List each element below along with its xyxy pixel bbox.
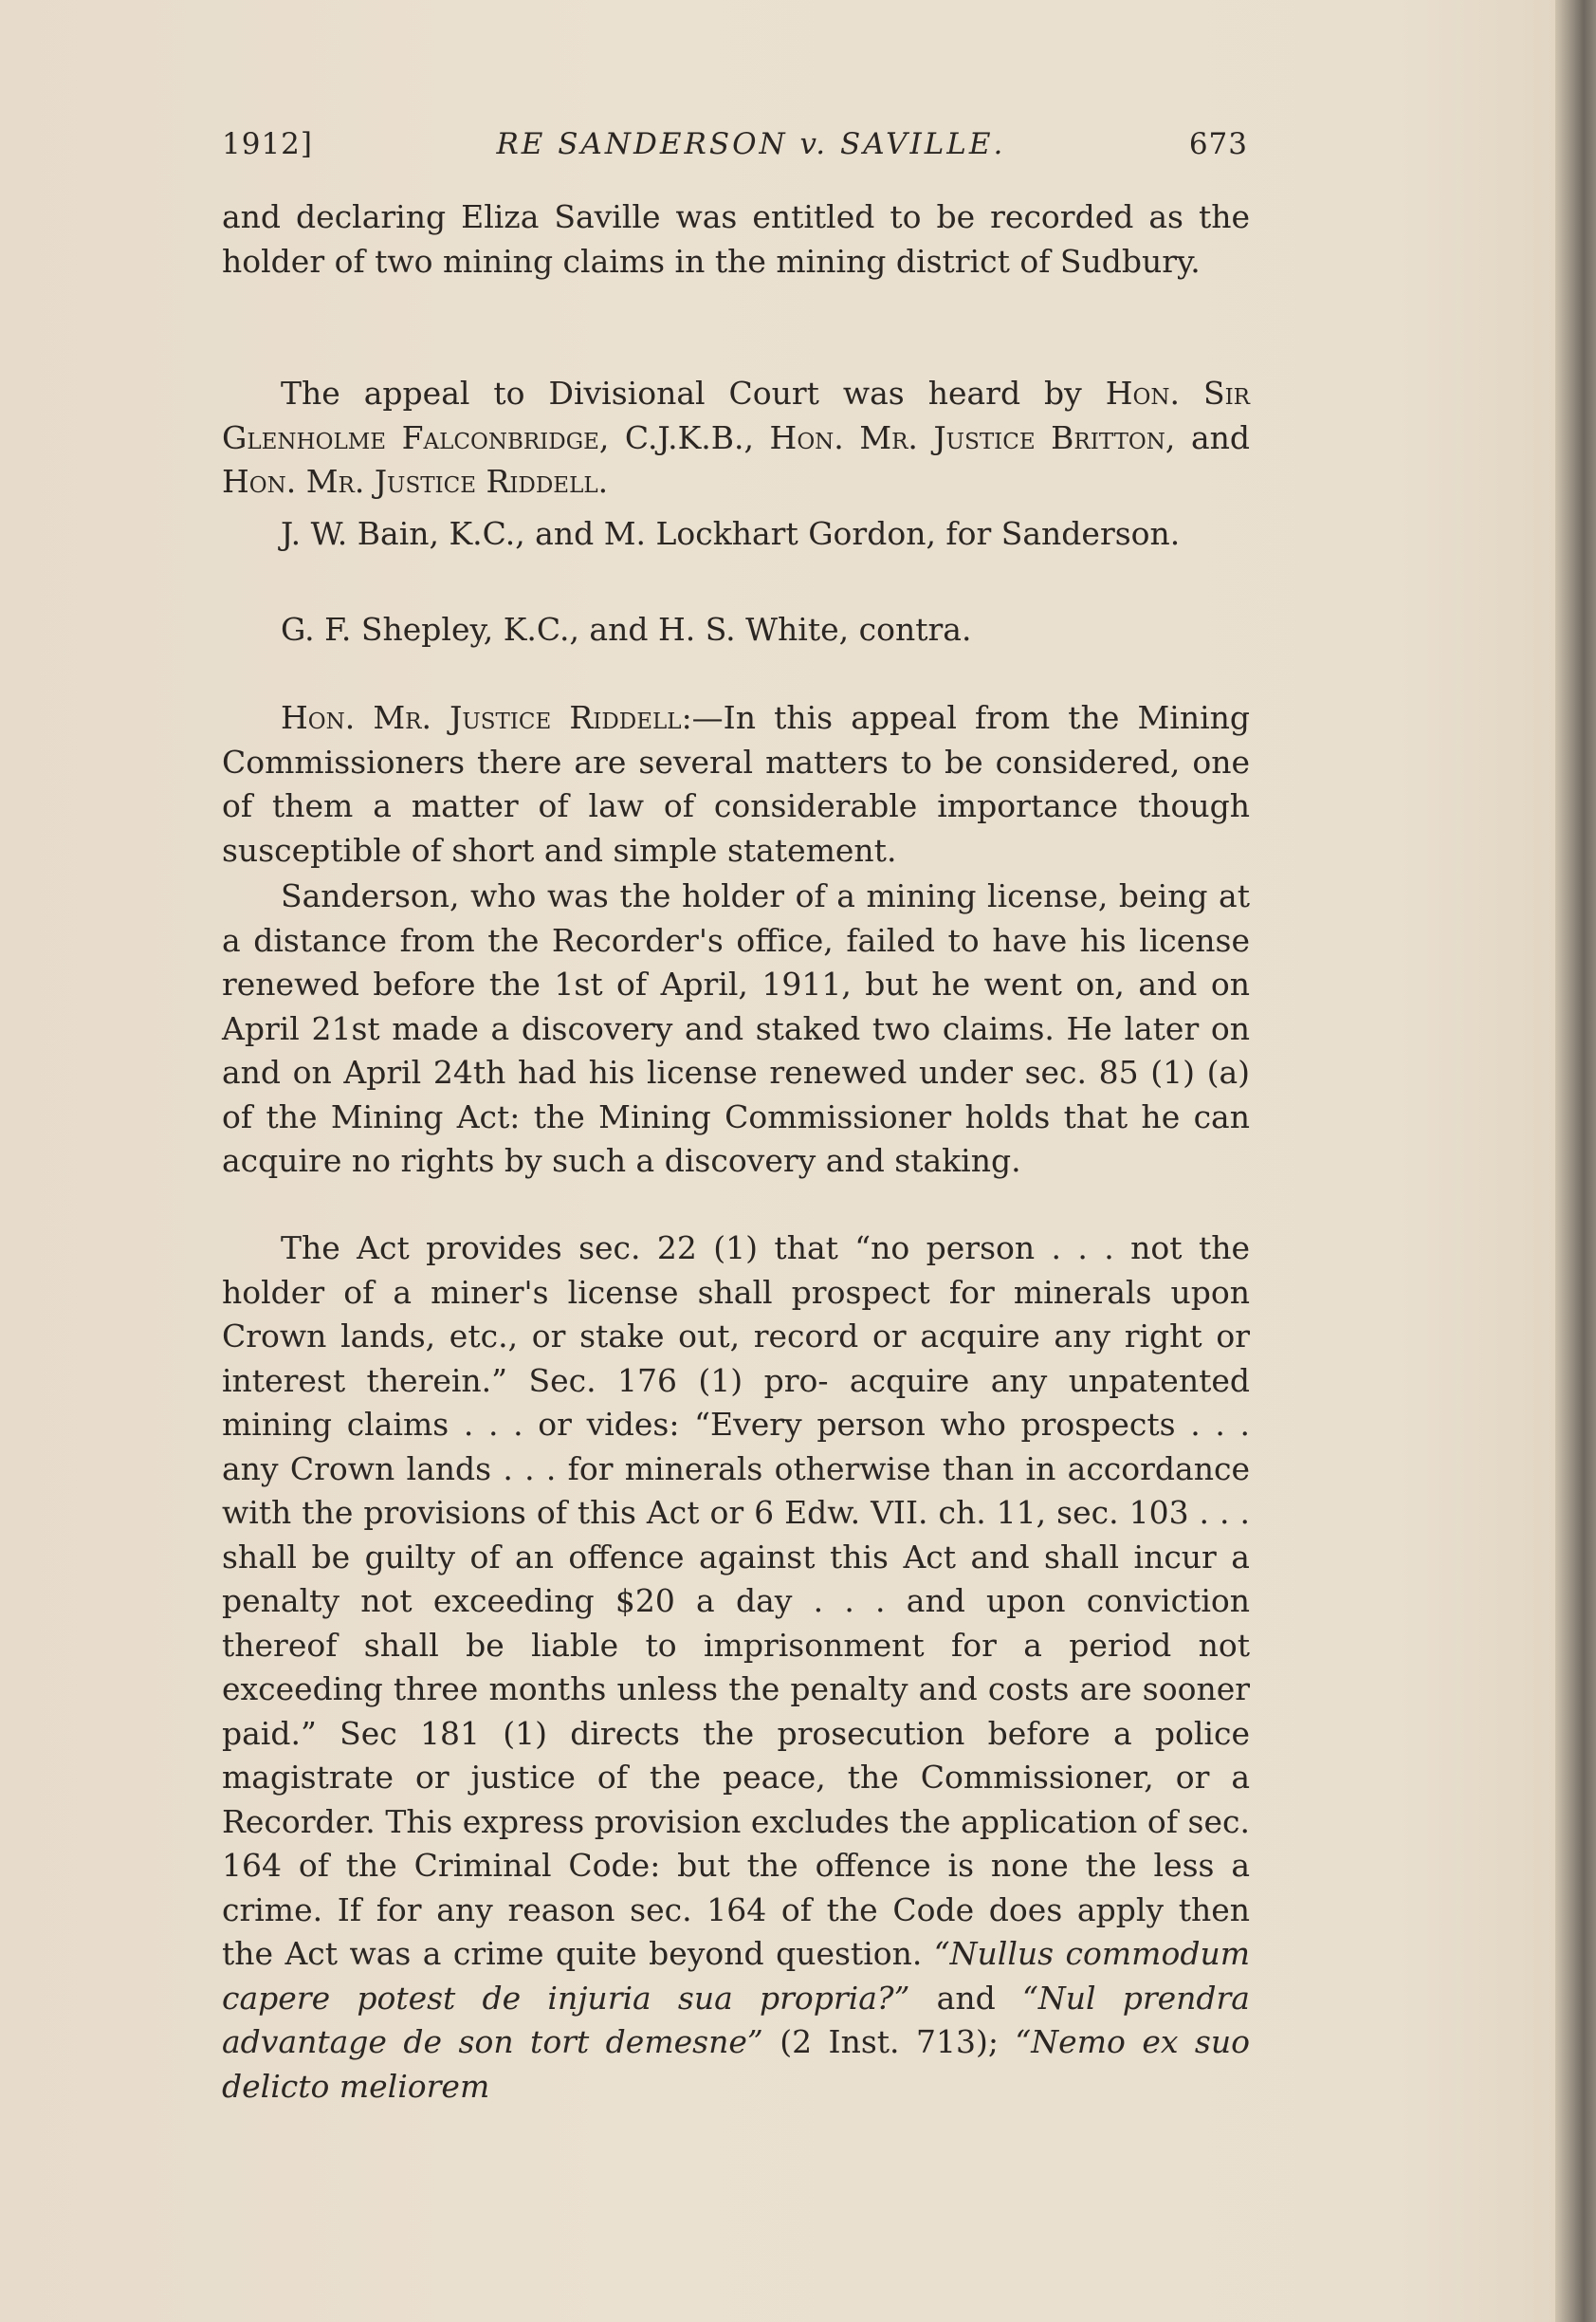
running-header	[222, 127, 1248, 161]
judgment-para-3-text: The Act provides sec. 22 (1) that “no person . . . not the holder of a miner's license shall prospect for minerals upon Crown lands, etc., or stake out, record or acquire any right or interest therein.” Sec. 176 (1) pro- acquire any unpatented mining claims . . . or vides: “Every person who prospects . . . any Crown lands . . . for minerals otherwise than in accordance with the provisions of this Act or 6 Edw. VII. ch. 11, sec. 103 . . . shall be guilty of an offence against this Act and shall incur a penalty not exceeding $20 a day . . . and upon conviction thereof shall be liable to imprisonment for a period not exceeding three months unless the penalty and costs are sooner paid.” Sec 181 (1) directs the prosecution before a police magistrate or justice of the peace, the Commissioner, or a Recorder. This express provision excludes the application of sec. 164 of the Criminal Code: but the offence is none the less a crime. If for any reason sec. 164 of the Code does apply then the Act was a crime quite beyond question.	[222, 1229, 1250, 1972]
judgment-paragraph-3	[222, 1226, 1250, 2109]
citation-text: (2 Inst. 713);	[762, 2023, 1016, 2060]
judge-falconbridge: Hon. Sir Glenholme Falconbridge	[222, 375, 1250, 456]
appeal-lead: The appeal to Divisional Court was heard by	[281, 375, 1106, 412]
judgment-paragraph-2: Sanderson, who was the holder of a mining license, being at a distance from the Recorder's office, failed to have his license renewed before the 1st of April, 1911, but he went on, and on April 21st made a discovery and staked two claims. He later on and on April 24th had his license renewed under sec. 85 (1) (a) of the Mining Act: the Mining Commissioner holds that he can acquire no rights by such a discovery and staking.	[222, 877, 1250, 1179]
counsel-respondent: G. F. Shepley, K.C., and H. S. White, contra.	[281, 611, 972, 648]
judge-britton: Hon. Mr. Justice Britton	[769, 418, 1165, 456]
maxim-nemo: “Nemo ex suo delicto meliorem	[222, 2023, 1250, 2105]
judgment-opening-text: :—In this appeal from the Mining Commissioners there are several matters to be considered, one of them a matter of law of considerable importance though susceptible of short and simple statement.	[222, 699, 1250, 869]
page-number: 673	[1188, 127, 1248, 161]
judgment-judge: Hon. Mr. Justice Riddell	[281, 699, 682, 736]
maxim-nul-prendra: “Nul prendra advantage de son tort demesne”	[222, 1979, 1250, 2060]
appeal-mid-1: , C.J.K.B.,	[598, 418, 770, 456]
page-edge	[1555, 0, 1596, 2322]
appeal-paragraph	[222, 372, 1250, 505]
maxim-nullus: “Nullus commodum capere potest de injuria sua propria?”	[222, 1935, 1250, 2017]
header-year: 1912]	[222, 127, 313, 161]
running-title: RE SANDERSON v. SAVILLE.	[496, 127, 1006, 161]
judgment-opening	[222, 696, 1250, 873]
appeal-mid-2: , and	[1165, 418, 1250, 456]
and-text: and	[909, 1979, 1022, 2017]
counsel-appellant: J. W. Bain, K.C., and M. Lockhart Gordon, for Sanderson.	[281, 515, 1181, 552]
intro-paragraph: and declaring Eliza Saville was entitled to be recorded as the holder of two mining claims in the mining district of Sudbury.	[222, 198, 1250, 280]
judge-riddell: Hon. Mr. Justice Riddell	[222, 463, 598, 500]
appeal-end: .	[597, 463, 609, 500]
